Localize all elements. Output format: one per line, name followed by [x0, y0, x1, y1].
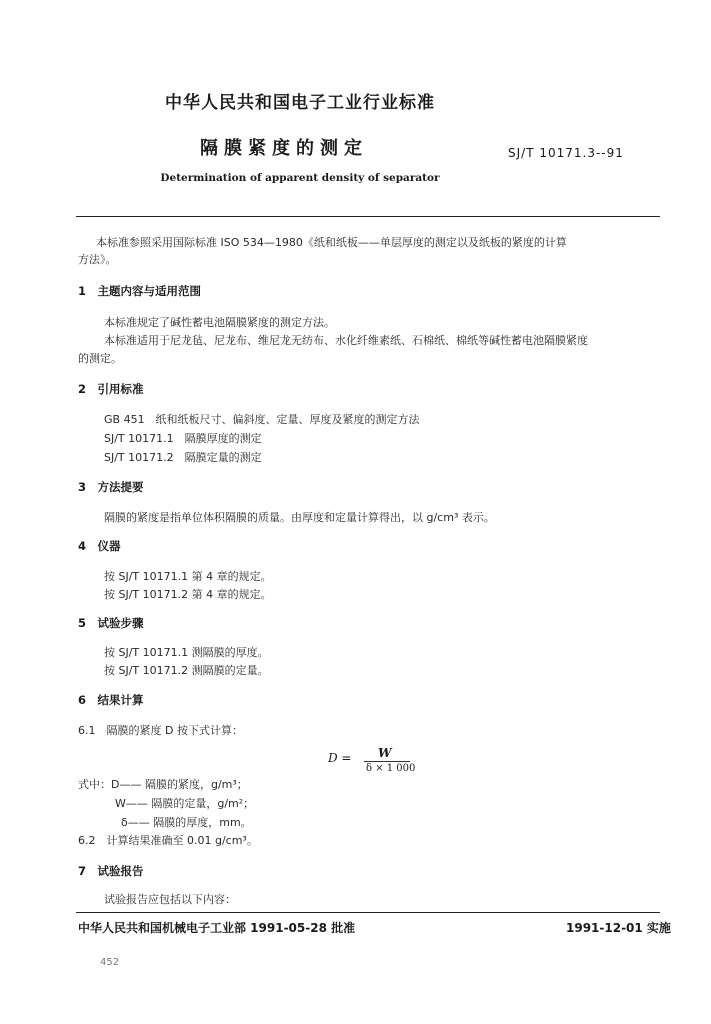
instrument-item: 按 SJ/T 10171.2 第 4 章的规定。: [104, 588, 272, 601]
section-1-para-2-line-1: 本标准适用于尼龙毡、尼龙布、维尼龙无纺布、水化纤维素纸、石棉纸、棉纸等碱性蓄电池隔膜紧度: [104, 334, 588, 347]
reference-item: SJ/T 10171.1 隔膜厚度的测定: [104, 432, 262, 445]
footer-divider: [76, 912, 660, 913]
procedure-item: 按 SJ/T 10171.1 测隔膜的厚度。: [104, 646, 269, 659]
document-title: 隔膜紧度的测定: [200, 138, 368, 159]
intro-line-2: 方法》。: [78, 253, 117, 266]
where-line-d: 式中：D—— 隔膜的紧度，g/m³；: [78, 778, 248, 791]
section-1-para-2-line-2: 的测定。: [78, 352, 122, 365]
clause-6-1: 6.1 隔膜的紧度 D 按下式计算：: [78, 724, 243, 737]
clause-6-2: 6.2 计算结果准确至 0.01 g/cm³。: [78, 834, 258, 847]
reference-item: SJ/T 10171.2 隔膜定量的测定: [104, 451, 262, 464]
section-7-heading: 7 试验报告: [78, 864, 144, 878]
reference-item: GB 451 纸和纸板尺寸、偏斜度、定量、厚度及紧度的测定方法: [104, 413, 420, 426]
intro-line-1: 本标准参照采用国际标准 ISO 534—1980《纸和纸板——单层厚度的测定以及纸板的紧度的计算: [96, 236, 567, 249]
formula-fraction-bar: [364, 761, 410, 762]
approval-line: 中华人民共和国机械电子工业部 1991-05-28 批准: [78, 921, 356, 935]
formula-numerator: W: [378, 746, 392, 760]
standard-code: SJ/T 10171.3--91: [508, 146, 624, 160]
standard-type-header: 中华人民共和国电子工业行业标准: [165, 93, 435, 113]
section-7-para: 试验报告应包括以下内容：: [104, 893, 236, 906]
procedure-item: 按 SJ/T 10171.2 测隔膜的定量。: [104, 664, 269, 677]
formula-denominator: δ × 1 000: [366, 763, 416, 774]
where-line-delta: δ—— 隔膜的厚度，mm。: [121, 816, 252, 829]
section-1-heading: 1 主题内容与适用范围: [78, 284, 202, 298]
where-line-w: W—— 隔膜的定量，g/m²；: [115, 797, 255, 810]
section-1-para-1: 本标准规定了碱性蓄电池隔膜紧度的测定方法。: [104, 316, 335, 329]
section-6-heading: 6 结果计算: [78, 693, 144, 707]
implementation-date: 1991-12-01 实施: [566, 921, 671, 935]
top-divider: [76, 216, 660, 217]
section-3-para: 隔膜的紧度是指单位体积隔膜的质量。由厚度和定量计算得出，以 g/cm³ 表示。: [104, 511, 495, 524]
english-subtitle: Determination of apparent density of separator: [160, 172, 440, 184]
page-number: 452: [100, 957, 120, 968]
section-5-heading: 5 试验步骤: [78, 616, 144, 630]
section-3-heading: 3 方法提要: [78, 480, 144, 494]
instrument-item: 按 SJ/T 10171.1 第 4 章的规定。: [104, 570, 272, 583]
section-2-heading: 2 引用标准: [78, 382, 144, 396]
formula-lhs: D =: [328, 751, 352, 765]
section-4-heading: 4 仪器: [78, 539, 121, 553]
